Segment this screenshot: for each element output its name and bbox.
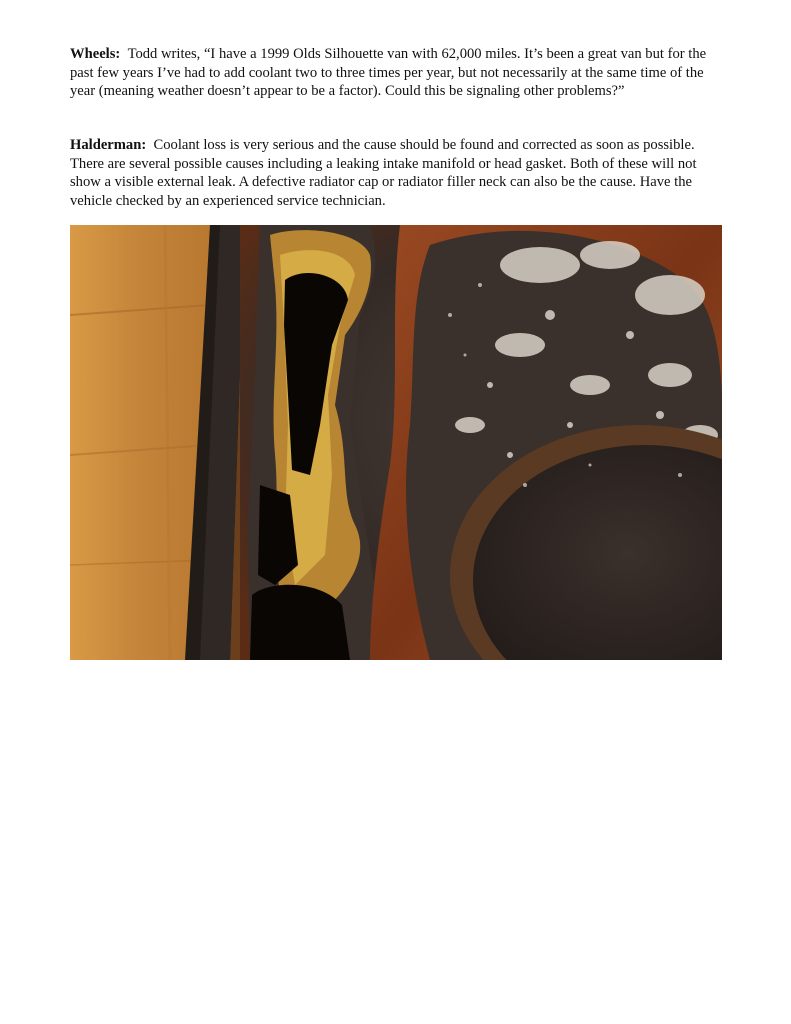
corroded-gasket-photo — [70, 225, 722, 660]
answer-text: Coolant loss is very serious and the cause should be found and corrected as soon as possible. There are several possible causes including a leaking intake manifold or head gasket. Both of these will not show a visible external leak. A defective radiator cap or radiator filler neck can also be the cause. Have the vehicle checked by an experienced service technician. — [70, 137, 697, 209]
question-speaker: Wheels: — [70, 46, 121, 62]
answer-speaker: Halderman: — [70, 137, 147, 153]
question-paragraph — [70, 45, 730, 101]
question-text: Todd writes, “I have a 1999 Olds Silhouette van with 62,000 miles. It’s been a great van but for the past few years I’ve had to add coolant two to three times per year, but not necessarily at the same time of the year (meaning weather doesn’t appear to be a factor). Could this be signaling other problems?” — [70, 46, 707, 100]
corroded-gasket-illustration — [70, 225, 722, 660]
answer-paragraph — [70, 136, 730, 210]
